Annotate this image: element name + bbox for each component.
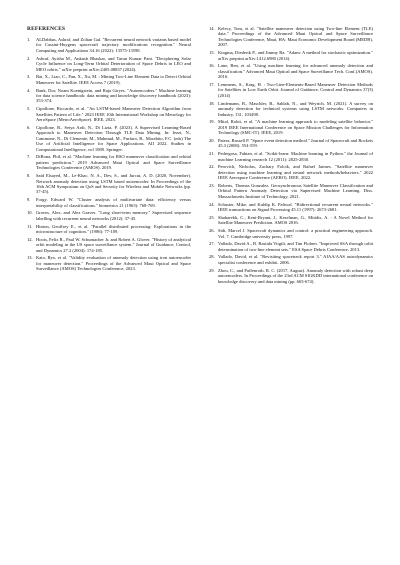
reference-item <box>209 268 373 284</box>
reference-text: Graves, Alex, and Alex Graves. "Long short-term memory." Supervised sequence labelling with recurrent neural networks (2012): 37-45. <box>36 210 191 221</box>
reference-text: ALDabbas, Ashraf, and Zoltan Gal. "Recurrent neural network variants based model for Cassini-Huygens spacecraft trajectory modifications recognition." Neural Computing and Applications 34.16 (2022): 13575-13598. <box>36 37 191 53</box>
left-column <box>27 26 191 274</box>
reference-text: Said Elsayed, M., Le-Khac, N. A., Dev, S., and Jurcut, A. D. (2020, November). Network anomaly detection using LSTM based autoencoder. In Proceedings of the 16th ACM Symposium on QoS and Security for Wireless and Mobile Networks (pp. 37-45). <box>36 173 191 195</box>
reference-number: 27. <box>209 241 215 247</box>
reference-item <box>209 26 373 48</box>
reference-item <box>209 50 373 61</box>
reference-number: 12. <box>27 236 33 242</box>
reference-number: 14. <box>209 26 215 31</box>
reference-number: 3. <box>27 74 31 80</box>
reference-item <box>27 154 191 170</box>
reference-text: Kingma, Diederik P., and Jimmy Ba. "Adam: A method for stochastic optimization." arXiv preprint arXiv:1412.6980 (2014). <box>218 50 373 61</box>
reference-number: 24. <box>209 201 215 207</box>
reference-number: 16. <box>209 63 215 69</box>
reference-item <box>27 106 191 122</box>
reference-item <box>27 224 191 235</box>
reference-item <box>209 215 373 226</box>
reference-text: Roberts, Thomas Gonzalez. Geosynchronous Satellite Maneuver Classification and Orbital Pattern Anomaly Detection via Supervised Machine Learning. Diss. Massachusetts Institute of Technology, 2021. <box>218 183 373 199</box>
reference-text: Sidi, Marcel J. Spacecraft dynamics and control: a practical engineering approach. Vol. 7. Cambridge university press, 1997. <box>218 228 373 239</box>
reference-item <box>209 164 373 180</box>
reference-text: Bai, X., Liao, C., Pan, X., Xu, M. : Mining Two-Line Element Data to Detect Orbital Maneuver for Satellite. IEEE Access 7 (2019). <box>36 74 191 85</box>
reference-item <box>27 197 191 208</box>
reference-item <box>27 255 191 271</box>
reference-text: Vallado, David, et al. "Revisiting spacetrack report 3." AIAA/AAS astrodynamics specialist conference and exhibit. 2006. <box>218 254 373 265</box>
reference-item <box>27 37 191 53</box>
reference-text: Shabarekh, C., Kent-Bryant, J., Keselman, G., Mitidis, A. : A Novel Method for Satellite Maneuver Prediction. AMOS 2016. <box>218 214 373 226</box>
reference-text: Cipollone, R., Setya Ardi, N., Di Lizia, P. (2023). A Supervised Learning-Based Approach to Maneuver Detection Through TLE Data Mining. In: Iezzi, N., Cammone, N., Di Clemente, M., Mahmud, M., Furfaro, R., Morabito, F.C. (eds) The Use of Artificial Intelligence for Space Applications. AII 2022. Studies in Computational Intelligence, vol 1088. Springer. <box>36 124 191 152</box>
reference-number: 1. <box>27 37 31 42</box>
reference-item <box>27 237 191 253</box>
reference-number: 10. <box>27 210 33 216</box>
reference-number: 7. <box>27 154 31 160</box>
reference-text: Bank, Dor, Noam Koenigstein, and Raja Giryes. "Autoencoders." Machine learning for data science handbook: data mining and knowledge discovery handbook (2023): 353-374. <box>36 87 191 104</box>
reference-number: 4. <box>27 87 31 93</box>
reference-text: Vallado, David A., B. Bastida Virgili, and Tim Flohrer. "Improved SSA through orbit determination of two-line element sets." ESA Space Debris Conference, 2013. <box>218 241 373 252</box>
reference-number: 29. <box>209 267 215 273</box>
reference-number: 15. <box>209 50 215 56</box>
reference-text: DiBona, Phil, et al. "Machine learning for RSO maneuver classification and orbital pattern prediction." 2019 Advanced Maui Optical and Space Surveillance Technologies Conference (AMOS). 2019. <box>36 154 191 171</box>
reference-item <box>27 88 191 104</box>
reference-item <box>27 74 191 85</box>
reference-item <box>27 125 191 152</box>
reference-text: Patera, Russell P. "Space event detection method." Journal of Spacecraft and Rockets 45.3 (2008): 554-559. <box>218 137 373 149</box>
reference-number: 20. <box>209 137 215 143</box>
reference-item <box>209 228 373 239</box>
section-heading: REFERENCES <box>27 26 66 32</box>
reference-number: 5. <box>27 106 31 112</box>
reference-list-right <box>209 26 373 284</box>
reference-text: Forgy, Edward W. "Cluster analysis of multivariate data: efficiency versus interpretability of classifications." biometrics 21 (1965): 768-769. <box>36 197 191 208</box>
reference-text: Zhou, C., and Paffenroth, R. C. (2017, August). Anomaly detection with robust deep autoencoders. In Proceedings of the 23rd ACM SIGKDD international conference on knowledge discovery and data mining (pp. 665-674). <box>218 267 373 284</box>
reference-number: 9. <box>27 197 31 203</box>
reference-text: Kato, Ryo, et al. "Validity evaluation of anomaly detection using iron autoencoder for maneuver detection." Proceedings of the Advanced Maui Optical and Space Surveillance (AMOS) Technologies Conference, 2023. <box>36 255 191 272</box>
reference-item <box>27 56 191 72</box>
reference-number: 17. <box>209 81 215 87</box>
reference-text: Ashraf, Ayisha M., Ankush Bhaskar, and Tarun Kumar Pant. "Deciphering Solar Cycle Influence on Long-Term Orbital Deterioration of Space Debris in LEO and MEO orbits." arXiv preprint arXiv:2405.08837 (2024). <box>36 55 191 72</box>
reference-item <box>209 101 373 117</box>
reference-item <box>209 119 373 135</box>
reference-text: Lane, Ben, et al. "Using machine learning for advanced anomaly detection and classification." Advanced Maui Optical and Space Surveillance Tech. Conf.(AMOS). 2016. <box>218 63 373 80</box>
reference-number: 11. <box>27 223 33 229</box>
reference-item <box>209 202 373 213</box>
reference-text: Lemmens, S., Krag, H. : Two-Line-Elements-Based Maneuver Detection Methods for Satellites in Low Earth Orbit. Journal of Guidance, Control and Dynamics 37(3) (2014) <box>218 81 373 98</box>
right-column <box>209 26 373 286</box>
reference-number: 21. <box>209 151 215 157</box>
reference-item <box>27 173 191 195</box>
reference-number: 6. <box>27 124 31 130</box>
reference-item <box>209 82 373 98</box>
reference-number: 13. <box>27 255 33 261</box>
reference-list-left <box>27 37 191 272</box>
reference-text: Kelecy, Tom, et al. "Satellite maneuver detection using Two-line Element (TLE) data." Proceedings of the Advanced Maui Optical and Space Surveillance Technologies Conference, Maui, HA: Maui Economic Development Board (MEDB), 2007. <box>218 26 373 48</box>
reference-number: 22. <box>209 164 215 170</box>
reference-item <box>27 210 191 221</box>
reference-text: Pedregosa, Fabian, et al. "Scikit-learn: Machine learning in Python." the Journal of machine Learning research 12 (2011): 2825-2830. <box>218 151 373 162</box>
reference-text: Cipollone, Riccardo, et al. "An LSTM-based Maneuver Detection Algorithm from Satellites Pattern of Life." 2023 IEEE 10th International Workshop on Metrology for AeroSpace (MetroAeroSpace). IEEE, 2023. <box>36 106 191 123</box>
reference-text: Perovich, Nicholas, Zachary Folcik, and Rafael Jaimes. "Satellite maneuver detection using machine learning and neural network methods/behaviors." 2022 IEEE Aerospace Conference (AERO). IEEE, 2022. <box>218 164 373 181</box>
reference-item <box>209 138 373 149</box>
reference-number: 8. <box>27 173 31 179</box>
reference-number: 19. <box>209 119 215 125</box>
reference-number: 25. <box>209 214 215 220</box>
reference-number: 23. <box>209 183 215 188</box>
reference-item <box>209 151 373 162</box>
reference-text: Mital, Rohit, et al. "A machine learning approach to modeling satellite behavior." 2019 IEEE International Conference on Space Mission Challenges for Information Technology (SMC-IT). IEEE, 2019. <box>218 119 373 136</box>
reference-item <box>209 241 373 252</box>
reference-number: 2. <box>27 55 31 61</box>
reference-item <box>209 63 373 79</box>
reference-number: 26. <box>209 228 215 234</box>
reference-number: 18. <box>209 100 215 106</box>
reference-item <box>209 183 373 199</box>
reference-text: Schuster, Mike, and Kuldip K. Paliwal. "Bidirectional recurrent neural networks." IEEE transactions on Signal Processing 45.11 (1997): 2673-2681. <box>218 201 373 213</box>
reference-text: Hoots, Felix R., Paul W. Schumacher Jr, and Robert A. Glover. "History of analytical orbit modeling in the US space surveillance system." Journal of Guidance, Control, and Dynamics 27.2 (2004): 174-185. <box>36 236 191 253</box>
reference-text: Lindemann, B., Maschler, B., Sahlab, N., and Weyrich, M. (2021). A survey on anomaly detection for technical systems using LSTM networks. Computers in Industry, 131, 103498. <box>218 100 373 117</box>
reference-item <box>209 254 373 265</box>
reference-number: 28. <box>209 254 215 260</box>
reference-text: Hinton, Geoffrey E., et al. "Parallel distributed processing: Explorations in the microstructure of cognition." (1986): 77-109. <box>36 223 191 235</box>
